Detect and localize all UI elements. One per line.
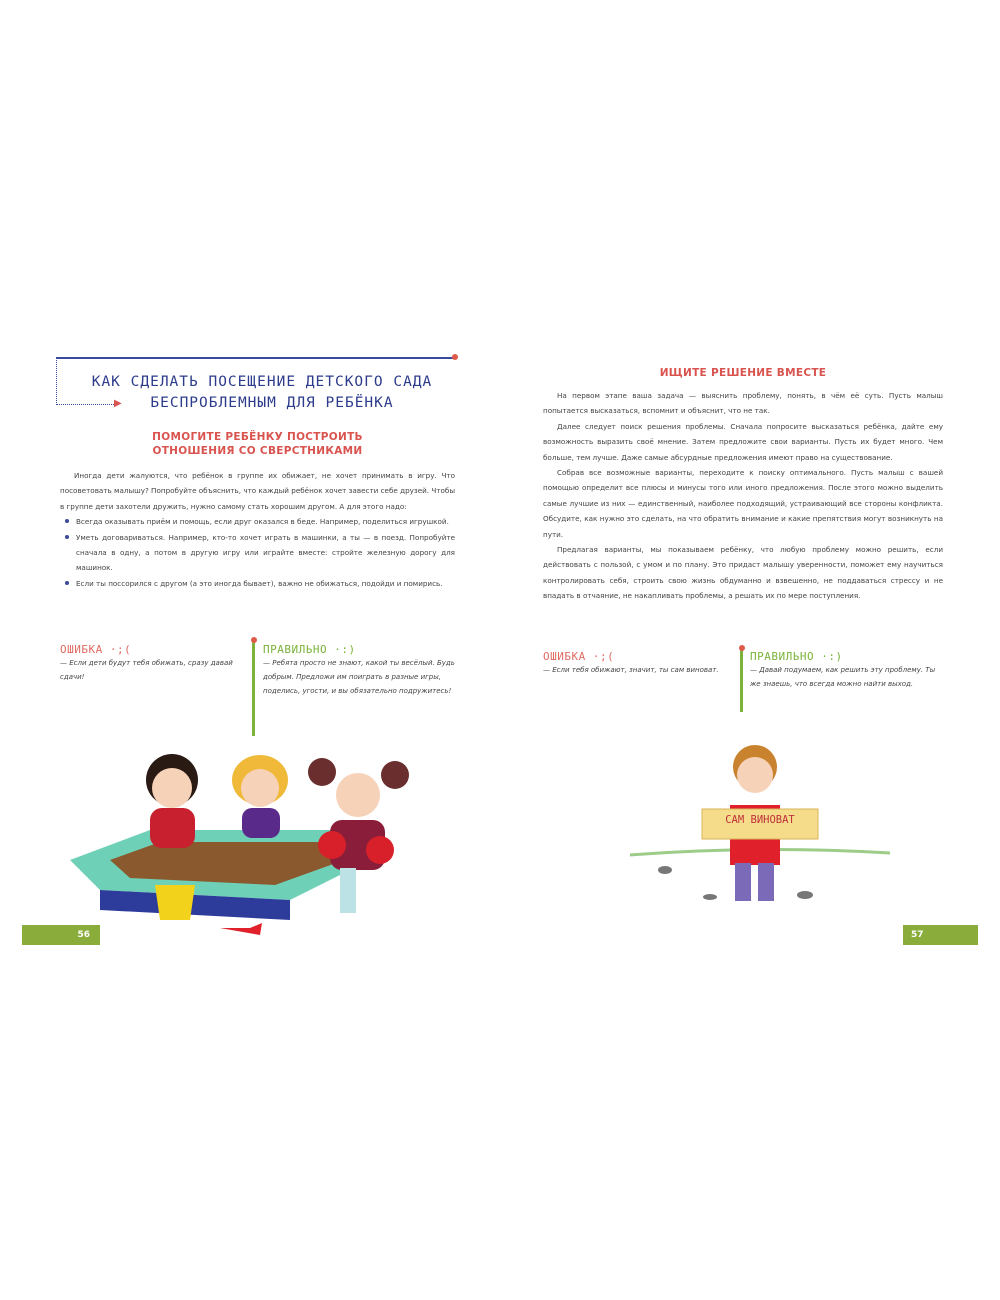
list-item: Всегда оказывать приём и помощь, если друг оказался в беде. Например, поделиться игрушкой.: [76, 514, 455, 529]
correct-label: ПРАВИЛЬНО ·:): [263, 643, 356, 656]
mistake-text: — Если дети будут тебя обижать, сразу давай сдачи!: [60, 659, 233, 681]
mistake-label: ОШИБКА ·;(: [543, 650, 615, 663]
sign-text: САМ ВИНОВАТ: [725, 814, 795, 826]
smile-icon: ·:): [334, 643, 356, 656]
correct-text: — Давай подумаем, как решить эту проблему. Ты же знаешь, что всегда можно найти выход.: [750, 666, 936, 688]
divider-bar: [252, 640, 255, 736]
sad-face-icon: ·;(: [109, 643, 132, 656]
title-frame-line: [56, 357, 454, 359]
page-number-tab: [903, 925, 978, 945]
sad-face-icon: ·;(: [592, 650, 615, 663]
bullet-list: [60, 514, 455, 591]
boy-with-sign-illustration: [630, 745, 890, 910]
boy-shirt: [150, 808, 195, 848]
mistake-box: [60, 643, 245, 684]
intro-paragraph: Иногда дети жалуются, что ребёнок в группе их обижает, не хочет принимать в игру. Что посоветовать малышу? Попробуйте объяснить, что каждый ребёнок хочет завести себе друзей. Чтобы в группе дети захотели дружить, нужно самому стать хорошим другом. А для этого надо:: [60, 471, 455, 511]
chapter-title-line1: КАК СДЕЛАТЬ ПОСЕЩЕНИЕ ДЕТСКОГО САДА: [91, 374, 433, 390]
boy-leg: [735, 863, 751, 901]
frame-dot: [452, 354, 458, 360]
girl-face: [241, 769, 279, 807]
girl2-leg: [340, 868, 356, 913]
correct-box: [750, 650, 942, 691]
boy-face: [152, 768, 192, 808]
stone: [658, 866, 672, 874]
boxing-glove: [366, 836, 394, 864]
chapter-title: [72, 372, 452, 414]
body-text: [543, 388, 943, 604]
paragraph: Собрав все возможные варианты, переходите к поиску оптимального. Пусть малыш с вашей помощью определит все плюсы и минусы того или иного предложения. После этого можно выделить самые лучшие из них — единственный, наиболее подходящий, устраивающий все стороны конфликта. Обсудите, как нужно это сделать, на что обратить внимание и какие препятствия могут возникнуть на пути.: [543, 468, 943, 539]
divider-dot: [251, 637, 257, 643]
boy-leg: [758, 863, 774, 901]
correct-box: [263, 643, 455, 698]
smile-icon: ·:): [821, 650, 843, 663]
section-title: [60, 430, 455, 458]
divider-dot: [739, 645, 745, 651]
boy-face: [737, 757, 773, 793]
paragraph: На первом этапе ваша задача — выяснить проблему, понять, в чём её суть. Пусть малыш попытается высказаться, вспомнит и объяснит, что не так.: [543, 391, 943, 416]
divider-bar: [740, 648, 743, 712]
mistake-label: ОШИБКА ·;(: [60, 643, 132, 656]
section-title: ИЩИТЕ РЕШЕНИЕ ВМЕСТЕ: [659, 367, 827, 379]
arrow-icon: ▶: [114, 398, 122, 409]
page-number: 57: [911, 930, 924, 940]
section-title-line1: ПОМОГИТЕ РЕБЁНКУ ПОСТРОИТЬ: [152, 431, 363, 443]
pigtail-right: [381, 761, 409, 789]
mistake-text: — Если тебя обижают, значит, ты сам виноват.: [543, 666, 719, 674]
body-text: [60, 468, 455, 591]
correct-text: — Ребята просто не знают, какой ты весёлый. Будь добрым. Предложи им поиграть в разные игры, поделись, угости, и вы обязательно подружитесь!: [263, 659, 455, 695]
correct-label: ПРАВИЛЬНО ·:): [750, 650, 843, 663]
page-number-tab: [22, 925, 100, 945]
chapter-title-line2: БЕСПРОБЛЕМНЫМ ДЛЯ РЕБЁНКА: [150, 395, 394, 411]
boxing-glove: [318, 831, 346, 859]
list-item: Если ты поссорился с другом (а это иногда бывает), важно не обижаться, подойди и помирись.: [76, 576, 455, 591]
mistake-box: [543, 650, 731, 677]
paragraph: Далее следует поиск решения проблемы. Сначала попросите высказаться ребёнка, дайте ему возможность выразить своё мнение. Затем предложите свои варианты. Пусть их будет много. Чем больше, тем лучше. Даже самые абсурдные предложения имеют право на существование.: [543, 421, 943, 462]
girl-shirt: [242, 808, 280, 838]
stone: [797, 891, 813, 899]
list-item: Уметь договариваться. Например, кто-то хочет играть в машинки, а ты — в поезд. Попробуйте сначала в одну, а потом в другую игру или играйте вместе: стройте железную дорогу для машинок.: [76, 530, 455, 576]
sandbox-illustration: [60, 750, 440, 940]
page-number: 56: [77, 930, 90, 940]
bucket-icon: [155, 885, 195, 920]
girl2-face: [336, 773, 380, 817]
title-frame-dotted: [56, 357, 57, 405]
shovel-icon: [220, 923, 262, 935]
pigtail-left: [308, 758, 336, 786]
paragraph: Предлагая варианты, мы показываем ребёнку, что любую проблему можно решить, если действовать с пользой, с умом и по плану. Это придаст малышу уверенности, поможет ему научиться контролировать себя, строить свою жизнь обдуманно и взвешенно, не поддаваться стрессу и не впадать в отчаяние, не накапливать проблемы, а решать их по мере поступления.: [543, 545, 943, 601]
stone: [703, 894, 717, 900]
section-title-line2: ОТНОШЕНИЯ СО СВЕРСТНИКАМИ: [152, 445, 363, 457]
